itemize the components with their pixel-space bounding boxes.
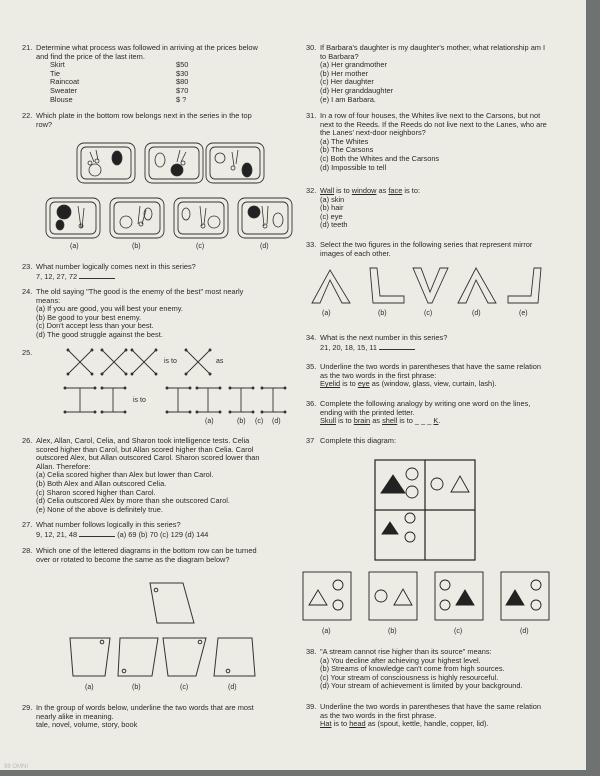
price-list: Skirt $50 Tie $30 Raincoat $80 Sweater $70 Blouse $ ?	[50, 60, 189, 104]
page-footer: 98 OMNI	[4, 764, 29, 770]
page: 21. Determine what process was followed in arriving at the prices below and find the price of the last item. Skirt $50 Tie $30 Raincoat $80 Sweater $70 Blouse $ ? 22. Which plate in the bottom row belongs next in the series in the top row? (a) (b) (c) (d) 23. What number logically comes next in this series? 7, 12, 27, 72 24. The old saying "The good is the enemy of the best" most nearly means: (a) If you are good, you will best your enemy. (b) Be good to your best enemy. (c) Don't accept less than your best. (d) The good struggle against the best. 25. is to as is to (a) (b) (c) (d) 26. Alex, Allan, Carol, Celia, and Sharon took intelligence tests. Celia scored higher than Carol, but Allan scored higher than Celia. Carol outscored Alex, but Allan outscored Carol. Sharon scored lower than Allan. Therefore: (a) Celia scored higher than Alex but lower than Carol. (b) Both Alex and Allan outscored Celia. (c) Sharon scored higher than Carol. (d) Celia outscored Alex by more than she outscored Carol. (e) None of the above is definitely true. 27. What number follows logically in this series? 9, 12, 21, 48 (a) 69 (b) 70 (c) 129 (d) 144 28. Which one of the lettered diagrams in the bottom row can be turned over or rotated to become the same as the diagram below? (a) (b) (c) (d) 29. In the group of words below, underline the two words that are most nearly alike in meaning. tale, novel, volume, story, book 30. If Barbara's daughter is my daughter's mother, what relationship am I to Barbara? (a) Her grandmother (b) Her mother (c) Her daughter (d) Her granddaughter (e) I am Barbara. 31. In a row of four houses, the Whites live next to the Carsons, but not next to the Reeds. If the Reeds do not live next to the Lanes, who are the Lanes' next-door neighbors? (a) The Whites (b) The Carsons (c) Both the Whites and the Carsons (d) Impossible to tell 32. Wall is to window as face is to: (a) skin (b) hair (c) eye (d) teeth 33. Select the two figures in the following series that represent mirror images of each other. (a) (b) (c) (d) (e) 34. What is the next number in this series? 21, 20, 18, 15, 11 35. Underline the two words in parentheses that have the same relation as the two words in the first phrase: Eyelid is to eye as (window, glass, view, curtain, lash). 36. Complete the following analogy by writing one word on the lines, ending with the printed letter. Skull is to brain as shell is to _ _ _ K. 37 Complete this diagram: (a) (b) (c) (d) 38. "A stream cannot rise higher than its source" means: (a) You decline after achieving your highest level. (b) Streams of knowledge can't come from high sources. (c) Your stream of consciousness is highly resourceful. (d) Your stream of achievement is limited by your background. 39. Underline the two words in parentheses that have the same relation as the two words in the first phrase. Hat is to head as (spout, kettle, handle, copper, lid).	[0, 0, 586, 770]
answer-blank[interactable]	[379, 343, 415, 350]
